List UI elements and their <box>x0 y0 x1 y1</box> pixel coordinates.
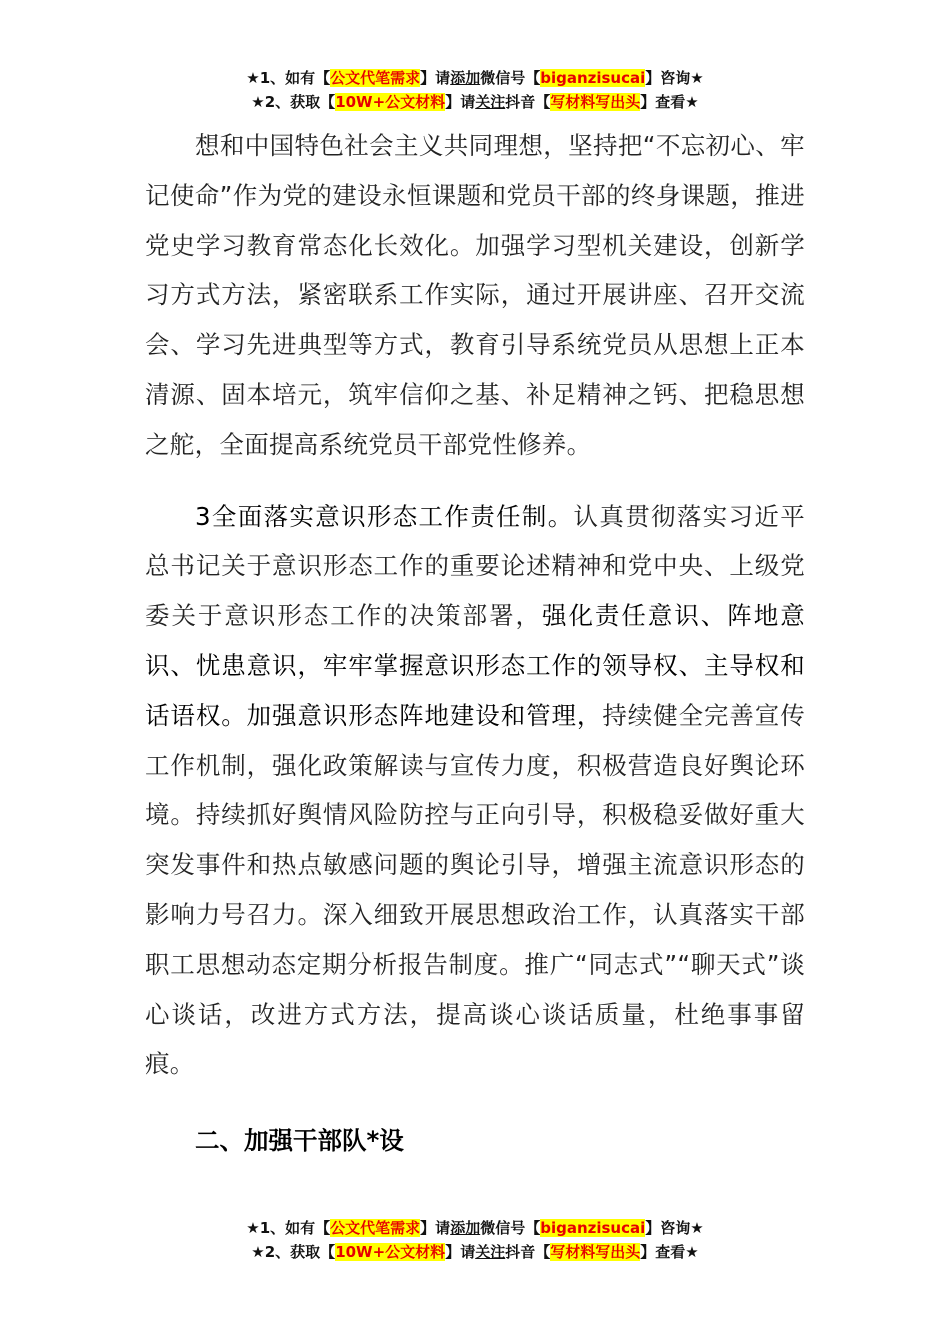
banner-underlined: 添加 <box>450 69 481 87</box>
banner-highlight: 10W+公文材料 <box>335 1243 446 1261</box>
section-heading: 二、加强干部队*设 <box>195 1126 404 1155</box>
header-banner-line-1 <box>0 66 950 90</box>
banner-text: 】请 <box>420 1219 451 1237</box>
banner-underlined: 添加 <box>450 1219 481 1237</box>
paragraph-2-text: 持续健全完善宣传工作机制，强化政策解读与宣传力度，积极营造良好舆论环境。持续抓好舆情风险防控与正向引导，积极稳妥做好重大突发事件和热点敏感问题的舆论引导，增强主流意识形态的影响力号召力。深入细致开展思想政治工作，认真落实干部职工思想动态定期分析报告制度。推广“同志式”“聊天式”谈心谈话，改进方式方法，提高谈心谈话质量，杜绝事事留痕。 <box>145 700 805 1079</box>
banner-text: 微信号【 <box>480 1219 541 1237</box>
banner-highlight: 写材料写出头 <box>550 93 641 111</box>
paragraph-2-lead: 3全面落实意识形态工作责任制。 <box>195 501 574 531</box>
banner-text: 】请 <box>445 93 476 111</box>
banner-highlight: 写材料写出头 <box>550 1243 641 1261</box>
footer-banner-line-1 <box>0 1216 950 1240</box>
banner-text: 】查看★ <box>640 1243 699 1261</box>
banner-text: 微信号【 <box>480 69 541 87</box>
banner-highlight: biganzisucai <box>540 69 646 87</box>
banner-text: 抖音【 <box>505 93 551 111</box>
paragraph-2-text: 认真贯彻落实习近平总书记关于意识形态工作的重要论述精神和党中央、上级党委关于意识形态工作的决策部署， <box>145 501 805 631</box>
footer-banner <box>0 1216 950 1264</box>
banner-highlight: 公文代笔需求 <box>330 69 421 87</box>
banner-text: 】查看★ <box>640 93 699 111</box>
banner-text: 】请 <box>445 1243 476 1261</box>
banner-underlined: 关注 <box>475 93 506 111</box>
banner-highlight: biganzisucai <box>540 1219 646 1237</box>
footer-banner-line-2 <box>0 1240 950 1264</box>
banner-text: ★1、如有【 <box>246 1219 331 1237</box>
banner-text: ★2、获取【 <box>251 1243 336 1261</box>
paragraph-2 <box>145 492 805 1090</box>
banner-text: 】咨询★ <box>645 69 704 87</box>
banner-text: 】咨询★ <box>645 1219 704 1237</box>
header-banner-line-2 <box>0 90 950 114</box>
banner-underlined: 关注 <box>475 1243 506 1261</box>
document-body <box>145 121 805 1089</box>
paragraph-2-emphasis: 强化责任意识、阵地意识、忧患意识，牢牢掌握意识形态工作的领导权、主导权和话语权。加强意识形态阵地建设和管理， <box>145 601 805 730</box>
paragraph-1: 想和中国特色社会主义共同理想，坚持把“不忘初心、牢记使命”作为党的建设永恒课题和党员干部的终身课题，推进党史学习教育常态化长效化。加强学习型机关建设，创新学习方式方法，紧密联系工作实际，通过开展讲座、召开交流会、学习先进典型等方式，教育引导系统党员从思想上正本清源、固本培元，筑牢信仰之基、补足精神之钙、把稳思想之舵，全面提高系统党员干部党性修养。 <box>145 131 805 459</box>
banner-text: 抖音【 <box>505 1243 551 1261</box>
banner-text: ★2、获取【 <box>251 93 336 111</box>
banner-highlight: 公文代笔需求 <box>330 1219 421 1237</box>
banner-highlight: 10W+公文材料 <box>335 93 446 111</box>
header-banner <box>0 66 950 114</box>
banner-text: ★1、如有【 <box>246 69 331 87</box>
banner-text: 】请 <box>420 69 451 87</box>
